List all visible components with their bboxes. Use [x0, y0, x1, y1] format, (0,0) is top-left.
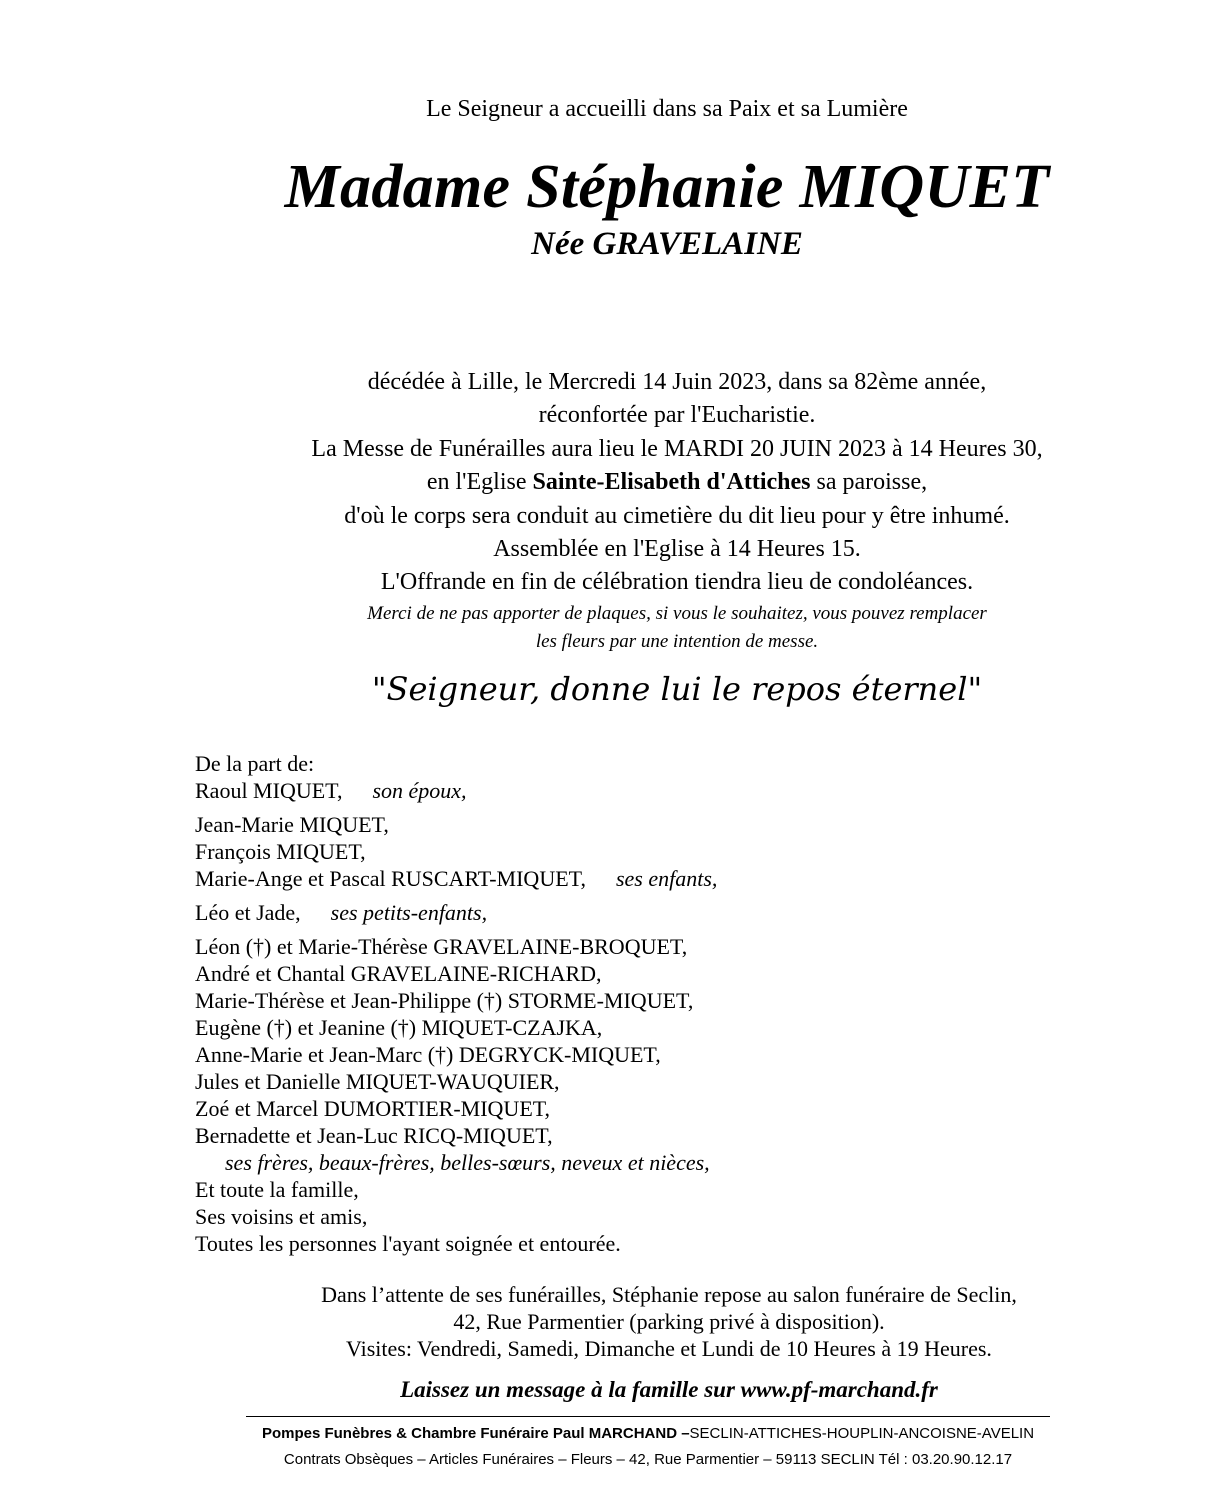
mass-line: La Messe de Funérailles aura lieu le MARDI 20 JUIN 2023 à 14 Heures 30,	[311, 435, 1043, 462]
footer-services: Contrats Obsèques – Articles Funéraires – Fleurs – 42, Rue Parmentier – 59113 SECLIN Tél : 03.20.90.12.17	[283, 1451, 1013, 1468]
prayer-quote: "Seigneur, donne lui le repos éternel"	[371, 670, 983, 708]
grandchildren-line: Léo et Jade, ses petits-enfants,	[195, 900, 488, 925]
sibling-line: Anne-Marie et Jean-Marc (†) DEGRYCK-MIQUET,	[195, 1042, 661, 1067]
sibling-line: Marie-Thérèse et Jean-Philippe (†) STORME-MIQUET,	[195, 988, 694, 1013]
repose-info: Dans l’attente de ses funérailles, Stéphanie repose au salon funéraire de Seclin, 42, Rue Parmentier (parking privé à disposition). Visites: Vendredi, Samedi, Dimanche et Lundi de 10 Heures à 19 Heures.	[321, 1282, 1017, 1361]
maiden-name: Née GRAVELAINE	[531, 226, 803, 262]
spouse-line: Raoul MIQUET, son époux,	[195, 778, 467, 803]
flowers-note: Merci de ne pas apporter de plaques, si vous le souhaitez, vous pouvez remplacer les fleurs par une intention de messe.	[367, 603, 987, 652]
assembly-line: Assemblée en l'Eglise à 14 Heures 15.	[493, 536, 861, 563]
offering-line: L'Offrande en fin de célébration tiendra lieu de condoléances.	[380, 569, 974, 596]
family-intro: De la part de:	[195, 751, 315, 776]
child-line: Jean-Marie MIQUET,	[195, 812, 389, 837]
deceased-name: Madame Stéphanie MIQUET	[284, 153, 1050, 221]
sibling-line: Léon (†) et Marie-Thérèse GRAVELAINE-BROQUET,	[195, 934, 688, 959]
child-line: Marie-Ange et Pascal RUSCART-MIQUET, ses enfants,	[195, 866, 718, 891]
church-line: en l'Eglise Sainte-Elisabeth d'Attiches sa paroisse,	[426, 469, 928, 496]
family-list	[195, 750, 717, 1257]
closing-line: Ses voisins et amis,	[195, 1204, 368, 1229]
closing-line: Et toute la famille,	[195, 1177, 359, 1202]
announcement-text	[70, 366, 1214, 600]
sibling-line: Bernadette et Jean-Luc RICQ-MIQUET,	[195, 1123, 553, 1148]
burial-line: d'où le corps sera conduit au cimetière du dit lieu pour y être inhumé.	[344, 502, 1010, 529]
sibling-line: André et Chantal GRAVELAINE-RICHARD,	[195, 961, 602, 986]
sibling-line: Jules et Danielle MIQUET-WAUQUIER,	[195, 1069, 560, 1094]
closing-line: Toutes les personnes l'ayant soignée et entourée.	[195, 1231, 621, 1256]
sibling-line: Eugène (†) et Jeanine (†) MIQUET-CZAJKA,	[195, 1015, 603, 1040]
siblings-relation: ses frères, beaux-frères, belles-sœurs, neveux et nièces,	[225, 1150, 710, 1175]
church-name: Sainte-Elisabeth d'Attiches	[532, 469, 811, 496]
death-line: décédée à Lille, le Mercredi 14 Juin 2023, dans sa 82ème année,	[367, 369, 987, 395]
intro-line: Le Seigneur a accueilli dans sa Paix et sa Lumière	[426, 96, 908, 122]
footer-divider	[246, 1416, 1050, 1417]
footer-company: Pompes Funèbres & Chambre Funéraire Paul MARCHAND –SECLIN-ATTICHES-HOUPLIN-ANCOISNE-AVELIN	[261, 1425, 1035, 1442]
sibling-line: Zoé et Marcel DUMORTIER-MIQUET,	[195, 1096, 551, 1121]
message-link[interactable]: Laissez un message à la famille sur www.pf-marchand.fr	[400, 1377, 938, 1402]
eucharist-line: réconfortée par l'Eucharistie.	[538, 402, 816, 429]
child-line: François MIQUET,	[195, 839, 366, 864]
